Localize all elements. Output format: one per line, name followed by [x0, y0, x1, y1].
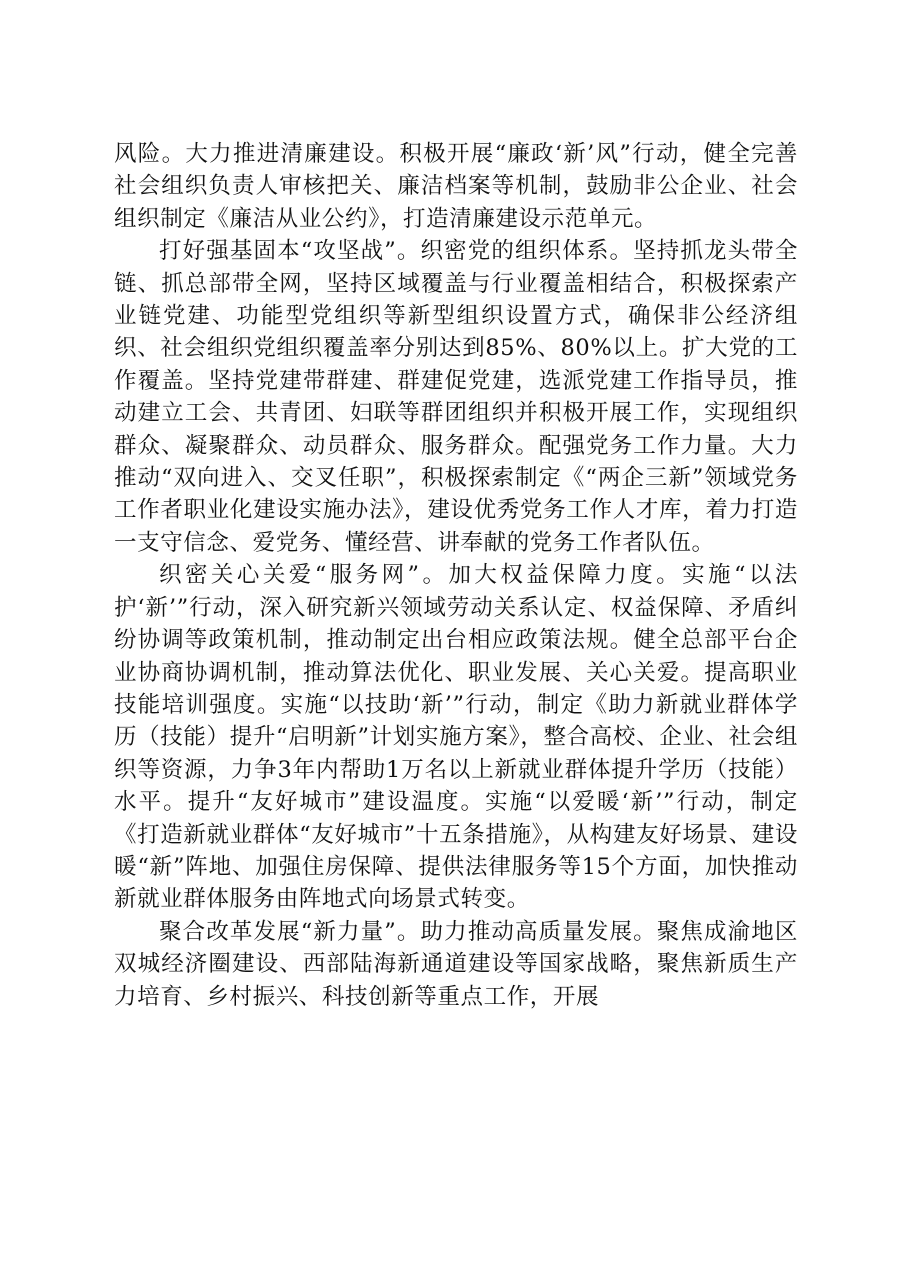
paragraph-1: 风险。大力推进清廉建设。积极开展“廉政‘新’风”行动，健全完善社会组织负责人审核把关、廉洁档案等机制，鼓励非公企业、社会组织制定《廉洁从业公约》，打造清廉建设示范单元。 — [114, 141, 798, 232]
document-body — [114, 138, 798, 1013]
paragraph-3: 织密关心关爱“服务网”。加大权益保障力度。实施“以法护‘新’”行动，深入研究新兴领域劳动关系认定、权益保障、矛盾纠纷协调等政策机制，推动制定出台相应政策法规。健全总部平台企业协商协调机制，推动算法优化、职业发展、关心关爱。提高职业技能培训强度。实施“以技助‘新’”行动，制定《助力新就业群体学历（技能）提升“启明新”计划实施方案》，整合高校、企业、社会组织等资源，力争3年内帮助1万名以上新就业群体提升学历（技能）水平。提升“友好城市”建设温度。实施“以爱暖‘新’”行动，制定《打造新就业群体“友好城市”十五条措施》，从构建友好场景、建设暖“新”阵地、加强住房保障、提供法律服务等15个方面，加快推动新就业群体服务由阵地式向场景式转变。 — [114, 562, 798, 913]
paragraph-2: 打好强基固本“攻坚战”。织密党的组织体系。坚持抓龙头带全链、抓总部带全网，坚持区域覆盖与行业覆盖相结合，积极探索产业链党建、功能型党组织等新型组织设置方式，确保非公经济组织、社会组织党组织覆盖率分别达到85%、80%以上。扩大党的工作覆盖。坚持党建带群建、群建促党建，选派党建工作指导员，推动建立工会、共青团、妇联等群团组织并积极开展工作，实现组织群众、凝聚群众、动员群众、服务群众。配强党务工作力量。大力推动“双向进入、交叉任职”，积极探索制定《“两企三新”领域党务工作者职业化建设实施办法》，建设优秀党务工作人才库，着力打造一支守信念、爱党务、懂经营、讲奉献的党务工作者队伍。 — [114, 238, 798, 556]
paragraph-4: 聚合改革发展“新力量”。助力推动高质量发展。聚焦成渝地区双城经济圈建设、西部陆海新通道建设等国家战略，聚焦新质生产力培育、乡村振兴、科技创新等重点工作，开展 — [114, 918, 798, 1010]
